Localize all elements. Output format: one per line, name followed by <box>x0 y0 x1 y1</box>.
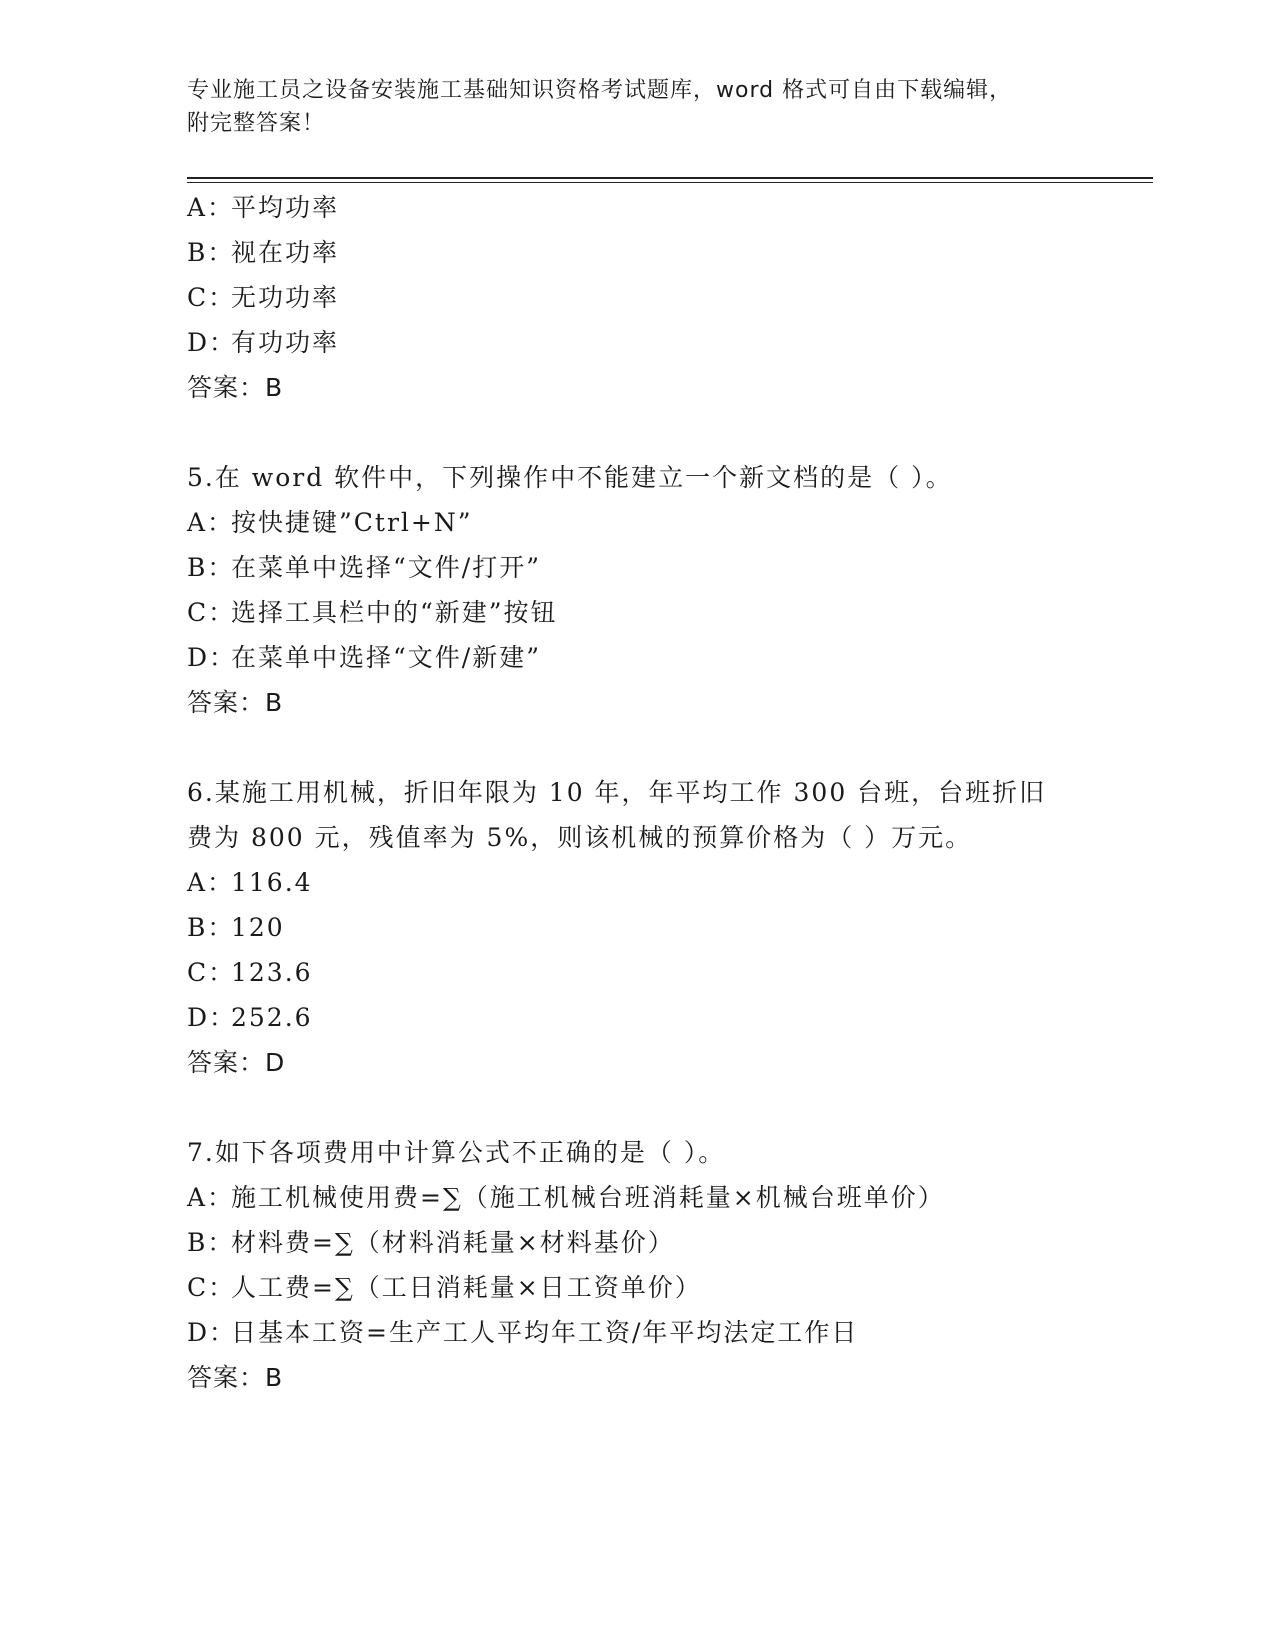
q6-option-b: B：120 <box>187 913 285 942</box>
option-text: 116.4 <box>231 868 313 897</box>
option-text: 在菜单中选择“文件/打开” <box>231 553 541 582</box>
q6-option-c: C：123.6 <box>187 958 313 987</box>
q6-stem-line-2: 费为 800 元，残值率为 5%，则该机械的预算价格为（ ）万元。 <box>187 823 973 852</box>
q5-answer: 答案：B <box>187 688 284 717</box>
q7-answer: 答案：B <box>187 1363 284 1392</box>
option-text: 120 <box>231 913 285 942</box>
q6-option-d: D：252.6 <box>187 1003 313 1032</box>
q7-option-a: A：施工机械使用费=∑（施工机械台班消耗量×机械台班单价） <box>187 1183 945 1212</box>
option-text: 视在功率 <box>231 238 340 267</box>
option-text: 平均功率 <box>231 193 340 222</box>
option-text: 123.6 <box>231 958 313 987</box>
option-text: 252.6 <box>231 1003 313 1032</box>
q7-option-c: C：人工费=∑（工日消耗量×日工资单价） <box>187 1273 702 1302</box>
document-header <box>187 74 1057 140</box>
header-divider-thick <box>187 177 1153 179</box>
option-text: 日基本工资=生产工人平均年工资/年平均法定工作日 <box>231 1318 859 1347</box>
header-line-1: 专业施工员之设备安装施工基础知识资格考试题库，word 格式可自由下载编辑， <box>187 78 1013 103</box>
q4-option-d: D：有功功率 <box>187 328 340 357</box>
option-text: 人工费=∑（工日消耗量×日工资单价） <box>231 1273 702 1302</box>
q7-option-b: B：材料费=∑（材料消耗量×材料基价） <box>187 1228 675 1257</box>
q4-option-b: B：视在功率 <box>187 238 340 267</box>
q6-answer: 答案：D <box>187 1048 286 1077</box>
option-text: 施工机械使用费=∑（施工机械台班消耗量×机械台班单价） <box>231 1183 945 1212</box>
q6-option-a: A：116.4 <box>187 868 313 897</box>
header-line-2: 附完整答案！ <box>187 111 326 136</box>
q6-stem-line-1: 6.某施工用机械，折旧年限为 10 年，年平均工作 300 台班，台班折旧 <box>187 778 1047 807</box>
q7-option-d: D：日基本工资=生产工人平均年工资/年平均法定工作日 <box>187 1318 859 1347</box>
option-text: 按快捷键”Ctrl+N” <box>231 508 473 537</box>
q5-option-a: A：按快捷键”Ctrl+N” <box>187 508 473 537</box>
q4-option-c: C：无功功率 <box>187 283 340 312</box>
option-text: 无功功率 <box>231 283 340 312</box>
option-text: 有功功率 <box>231 328 340 357</box>
q5-option-b: B：在菜单中选择“文件/打开” <box>187 553 541 582</box>
option-text: 选择工具栏中的“新建”按钮 <box>231 598 558 627</box>
q5-option-c: C：选择工具栏中的“新建”按钮 <box>187 598 558 627</box>
q4-answer: 答案：B <box>187 373 284 402</box>
q5-option-d: D：在菜单中选择“文件/新建” <box>187 643 541 672</box>
option-text: 在菜单中选择“文件/新建” <box>231 643 541 672</box>
option-text: 材料费=∑（材料消耗量×材料基价） <box>231 1228 675 1257</box>
q5-stem: 5.在 word 软件中，下列操作中不能建立一个新文档的是（ ）。 <box>187 463 953 492</box>
q4-option-a: A：平均功率 <box>187 193 340 222</box>
q7-stem: 7.如下各项费用中计算公式不正确的是（ ）。 <box>187 1138 726 1167</box>
header-divider-thin <box>187 182 1153 183</box>
